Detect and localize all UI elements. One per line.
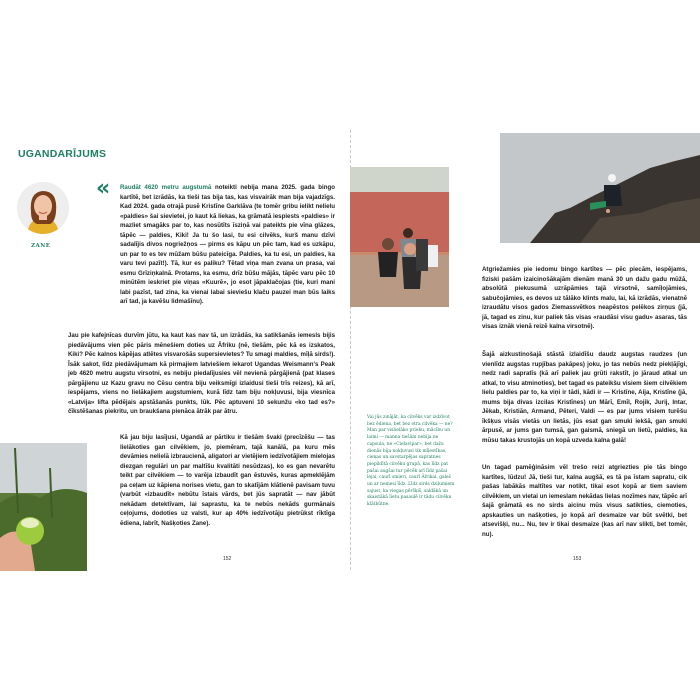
body-paragraph: Kā jau biju lasījusi, Ugandā ar pārtiku ir tiešām švaki (precīzēšu — tas lielākoties gan cilvēkiem, jo, piemēram, tajā kanālā, pa kuru mēs devāmies nelielā izbraucienā, aligatori ar vietējiem iedzīvotājiem mielojas diezgan regulāri un par maltīšu kvalitāti nesūdzas), ko es gan nevarētu teikt par cilvēkiem — to varēja izbaudīt gan ēstuvēs, kuras apmeklējām pa ceļam uz kāpiena norises vietu, gan to skatījām klātienē pavisam tuvu (varbūt «izbaudīt» nebūtu īstais vārds, bet jūs sapratāt — nav jābūt nekādam detektīvam, lai saprastu, ka te nebūs nekāds gurmānais ceļojums, dodoties uz valsti, kur ap 40% iedzīvotāju pietrūkst rīktīga ēdiena, labrīt, Našķoties Zane). — [120, 434, 335, 527]
body-paragraph: Atgriežamies pie iedomu bingo kartītes — pēc piecām, iespējams, fiziski pašām izaicinošākajām dienām manā 30 un dažu gadu mūžā, absolūtā piekusumā uzrāpāmies tajā virsotnē, samīļojāmies, sabučojāmies, es devos uz tālāko klints malu, lai, kā izrādās, vienatnē izraudātu visos gados Ziemassvētkos neapēstos pelēkos zirņus (jā, jā, tagad es zinu, kur paliek tās visas «raudāsi visu gadu» asaras, tās visas iznāk vienā reizē kalna virsotnē). — [482, 266, 687, 330]
author-name: ZANE — [31, 243, 51, 249]
author-avatar — [17, 182, 69, 234]
body-paragraph: Jau pie kafejnīcas durvīm jūtu, ka kaut kas nav tā, un izrādās, ka satikšanās iemesls bijis piedāvājums vien pēc pāris mēnešiem doties uz Āfriku (nē, tiešām, pēc kā es izskatos, Kiki? Pēc kalnos kāpējas atlētes visvarošās supersievietes? Tu smagi maldies, mīļā sirds!). Īsāk sakot, līdz piedāvājumam kā pirmajiem latviešiem iekarot Ugandas Weismann's Peak jeb 4620 metru augstu virsotni, es nebiju piedalījusies vēl nevienā pārgājienā (pat klases pārgājienu uz Kazu gravu no Cēsu centra biju veiksmīgi izlaidusi tieši trīs reizes), kā arī, iespējams, viens no lielākajiem augstumiem, kurā līdz tam biju nokļuvusi, bija viesnīca «Latvija» lifta pēdējais apstāšanās punkts, lūk. Pēc aptuveni 10 sekunžu «ko tad es?» čīkstēšanas piekritu, un braukšana pienāca ātrāk par ātru. — [68, 332, 335, 415]
photo-summit-rock — [500, 133, 700, 243]
quote-mark-icon: « — [96, 176, 111, 201]
page-number: 153 — [573, 556, 582, 562]
section-title: UGANDARĪJUMS — [18, 148, 107, 160]
photo-group-of-hikers — [350, 167, 449, 307]
page-number: 152 — [223, 556, 232, 562]
body-paragraph: Šajā aizkustinošajā stāstā izlaidīšu daudz augstas raudzes (un vienlīdz augstas rupjības pakāpes) joku, jo tas nebūs nedz piekļājīgi, nedz radi sapratīs (kā arī paliek jau grūti rakstīt, jo jāraud atkal un atkal, to visu atminoties), bet tagad es pateikšu visiem šiem cilvēkiem lielu paldies par to, ka viņi ir tādi, kādi ir — Kristīne, Aija, Kristīne (jā, mums bija divas izcilas Kristīnes) un Mārī, Emīl, Rojik, Jurij, Intar, Jēkab, Kristiān, Armand, Pēteri, Valdi — es par jums visiem turēšu īkšķus visās vietās un lietās, jūs esat gan smuki iekšā, gan smuki ārpusē, ar jums gan tumsā, gan gaismā, sniegā un lietū, paldies, ka mūsu takas krustojās un kopā uzveda kalna galā! — [482, 351, 687, 444]
body-paragraph: Un tagad pamēģināsim vēl trešo reizi atgriezties pie tās bingo kartītes, lūdzu! Jā, tieši tur, kalna augšā, es tā pa īstam sapratu, cik pašas labākās maltītes var notikt, tikai esot kopā ar tiem saviem cilvēkiem, un vietai un iemeslam nekādas lielas nozīmes nav, tāpēc arī šajā grāmatā es no sirds aicinu mūs visus satikties, ciemoties, apskauties un našķoties, jo kopā arī desmaize var būt svētki, bet atsevišķi, nu... Nu, tev ir tikai desmaize (kas arī nav slikti, bet tomēr, nu). — [482, 464, 688, 538]
intro-text: noteikti nebija mana 2025. gada bingo kartītē, bet izrādās, ka tieši tas bija tas, kas visvairāk man bija vajadzīgs. Kad 2024. gada otrajā pusē Kristīne Garklāva (te tomēr gribu ielikt nelielu «paldies» šai sievietei, jo kaut kā liekas, ka grāmatā iespiests «paldies» ir mazliet smagāks par to, kas nosūtīts īsziņā vai pateikts pie vīna glāzes, tāpēc — paldies, Kiki! Ja tu šo lasi, tu esi cilvēks, kurš manu dzīvi sadalījis divos nogriežņos — pirms es kāpu un pēc tam, kad es uzkāpu, un par to es tev mūžam būšu pateicīga. Paldies, ka tu esi, un paldies, ka varu tevi pazīt!). Tā, kur es paliku? Tētad viņa man zvana un prasa, vai esmu Grīziņkalnā. Protams, ka esmu, drīz būšu mājās, tāpēc varu pēc 10 minūtēm ieskriet pie viņas «Kuurē», jo esot jāpaklačojas (tie, kuri mani labi pazīst, tad zina, ka vienai labai sieviešu klaču pauzei man būs laiks arī tad, ja kavēšu lidmašīnu). — [120, 184, 336, 305]
intro-accent-text: Raudāt 4620 metru augstumā — [120, 184, 212, 191]
intro-paragraph — [120, 183, 335, 307]
photo-caption: Vai jūs zinājāt, ka cilvēks var izdzīvot bez ēdiena, bet bez otra cilvēka — ne? Man par vislielāko prieku, mācību un laimi — manna tiešām nebija ne capsula, ne «Cielavipar», bet dažu dienās bija nokļuvusi tik mīļestības, cieņas un savstarpējas sapratnes piepildītā cilvēku grupā, kas līdz pat pašai augšai tur pēcēk arī līdz pašai lejai, caurī smieri, caurī Āfrikai, galeš un ar nemesi līdz. Līdz sirds dziļumiem sajust, ka viegas pēršķiš, saldākā un skaistākā lietu pasaulē ir tādu cilvēku klātbūtne. — [367, 415, 455, 508]
portrait-avatar-icon — [17, 182, 69, 234]
photo-apple-in-hand — [0, 443, 87, 571]
